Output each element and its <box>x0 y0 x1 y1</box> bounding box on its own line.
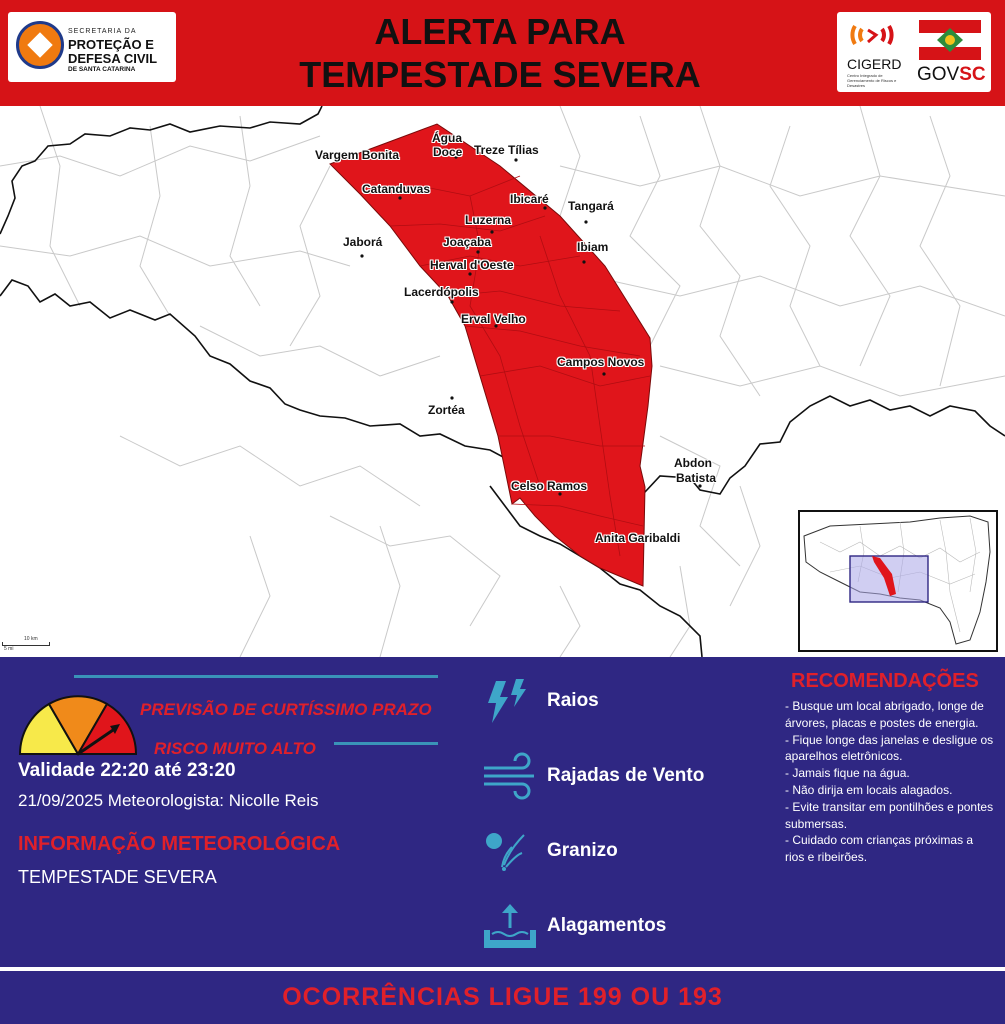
hazard-lightning <box>482 675 762 725</box>
city-label-abdon-batista-1: Abdon <box>674 456 712 470</box>
map-scale-bar: 10 km 5 mi <box>2 636 50 652</box>
city-label-agua-doce-1: Água <box>432 131 462 145</box>
alert-title-line-1: ALERTA PARA <box>374 11 626 52</box>
footer-bar <box>0 971 1005 1024</box>
recommendation-item: - Não dirija em locais alagados. <box>785 782 953 797</box>
alert-title-line-2: TEMPESTADE SEVERA <box>299 54 701 95</box>
city-label-celso-ramos: Celso Ramos <box>511 479 588 493</box>
emergency-numbers: OCORRÊNCIAS LIGUE 199 OU 193 <box>282 983 723 1011</box>
defesa-civil-logo <box>8 12 176 82</box>
city-label-luzerna: Luzerna <box>465 213 512 227</box>
city-label-catanduvas: Catanduvas <box>362 182 431 196</box>
date-meteorologist: 21/09/2025 Meteorologista: Nicolle Reis <box>18 791 319 810</box>
cigerd-signal-icon <box>849 20 895 52</box>
risk-level: RISCO MUITO ALTO <box>154 739 316 758</box>
met-info-value: TEMPESTADE SEVERA <box>18 867 217 887</box>
wind-icon <box>482 750 540 800</box>
hazard-label-granizo: Granizo <box>547 840 618 861</box>
city-label-joacaba: Joaçaba <box>443 235 492 249</box>
city-label-campos-novos: Campos Novos <box>557 355 645 369</box>
hazard-label-raios: Raios <box>547 690 599 711</box>
alert-map[interactable] <box>0 106 1005 657</box>
city-label-jabora: Jaborá <box>343 235 383 249</box>
govsc-name: GOVSC <box>917 64 986 85</box>
city-label-zortea: Zortéa <box>428 403 465 417</box>
recommendation-item: - Cuidado com crianças próximas a rios e ribeirões. <box>785 833 974 865</box>
city-label-agua-doce-2: Doce <box>433 145 463 159</box>
flood-icon <box>482 900 540 950</box>
defesa-civil-emblem-icon <box>16 21 64 69</box>
recommendations-title: RECOMENDAÇÕES <box>791 670 979 692</box>
gauge-top-line <box>74 675 438 678</box>
risk-gauge-icon <box>16 684 140 758</box>
logo-line-3: DEFESA CIVIL <box>68 51 158 66</box>
city-label-lacerdopolis: Lacerdópolis <box>404 285 479 299</box>
gauge-bottom-line <box>334 742 438 745</box>
hazard-label-rajadas: Rajadas de Vento <box>547 765 705 786</box>
cigerd-subtitle: Centro Integrado de Gerenciamento de Riscos e Desastres <box>847 73 897 88</box>
hazard-label-alagamentos: Alagamentos <box>547 915 667 936</box>
recommendation-item: - Fique longe das janelas e desligue os aparelhos eletrônicos. <box>785 732 994 764</box>
info-panel <box>0 657 1005 967</box>
city-label-herval-doeste: Herval d'Oeste <box>430 258 514 272</box>
city-label-tangara: Tangará <box>568 199 614 213</box>
inset-state-map <box>800 512 996 650</box>
header-bar <box>0 0 1005 106</box>
hail-icon <box>482 825 540 875</box>
city-label-anita-garibaldi: Anita Garibaldi <box>595 531 681 545</box>
forecast-type: PREVISÃO DE CURTÍSSIMO PRAZO <box>140 700 432 719</box>
recommendation-item: - Jamais fique na água. <box>785 766 910 781</box>
alert-title <box>240 10 760 96</box>
locator-inset-map[interactable] <box>798 510 998 652</box>
city-label-erval-velho: Erval Velho <box>461 312 526 326</box>
recommendation-item: - Evite transitar em pontilhões e pontes submersas. <box>785 799 994 831</box>
logo-line-2: PROTEÇÃO E <box>68 37 154 52</box>
cigerd-govsc-logo <box>837 12 991 92</box>
validity-period: Validade 22:20 até 23:20 <box>18 760 236 781</box>
recommendation-item: - Busque um local abrigado, longe de árvores, placas e postes de energia. <box>785 699 984 730</box>
city-label-ibicare: Ibicaré <box>510 192 549 206</box>
met-info-title: INFORMAÇÃO METEOROLÓGICA <box>18 833 341 855</box>
city-label-abdon-batista-2: Batista <box>676 471 717 485</box>
hazard-flood <box>482 900 762 950</box>
lightning-icon <box>482 675 540 725</box>
city-label-ibiam: Ibiam <box>577 240 609 254</box>
city-label-treze-tilias: Treze Tílias <box>474 143 539 157</box>
logo-line-4: DE SANTA CATARINA <box>68 66 136 73</box>
santa-catarina-flag-icon <box>919 20 981 60</box>
hazard-hail <box>482 825 762 875</box>
city-label-vargem-bonita: Vargem Bonita <box>315 148 400 162</box>
cigerd-name: CIGERD <box>847 56 902 72</box>
recommendations-list <box>785 698 995 866</box>
logo-line-1: SECRETARIA DA <box>68 28 137 35</box>
risk-gauge-block <box>12 672 440 758</box>
hazard-wind <box>482 750 762 800</box>
